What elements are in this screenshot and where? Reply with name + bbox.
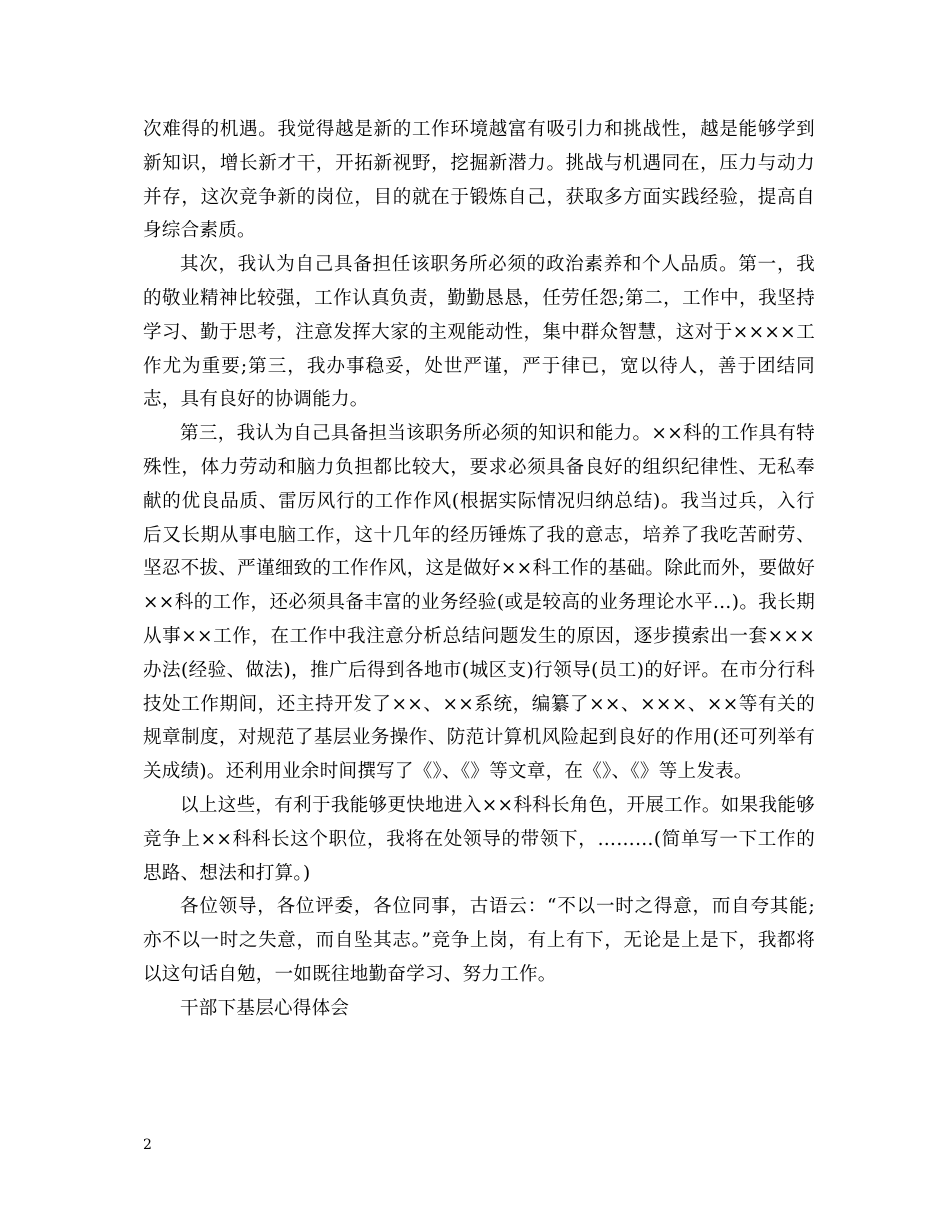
page-number: 2 [143, 1137, 152, 1153]
paragraph-political-quality: 其次，我认为自己具备担任该职务所必须的政治素养和个人品质。第一，我的敬业精神比较强，工作认真负责，勤勤恳恳，任劳任怨;第二，工作中，我坚持学习、勤于思考，注意发挥大家的主观能动性，集中群众智慧，这对于××××工作尤为重要;第三，我办事稳妥，处世严谨，严于律已，宽以待人，善于团结同志，具有良好的协调能力。 [143, 254, 815, 411]
paragraph-closing: 各位领导，各位评委，各位同事，古语云：“不以一时之得意，而自夸其能;亦不以一时之失意，而自坠其志。”竞争上岗，有上有下，无论是上是下，我都将以这句话自勉，一如既往地勤奋学习、努力工作。 [143, 896, 815, 985]
paragraph-continuation: 次难得的机遇。我觉得越是新的工作环境越富有吸引力和挑战性，越是能够学到新知识，增长新才干，开拓新视野，挖掘新潜力。挑战与机遇同在，压力与动力并存，这次竞争新的岗位，目的就在于锻炼自己，获取多方面实践经验，提高自身综合素质。 [143, 119, 815, 242]
section-heading: 干部下基层心得体会 [180, 997, 350, 1019]
document-body [143, 113, 815, 1026]
paragraph-work-plan: 以上这些，有利于我能够更快地进入××科科长角色，开展工作。如果我能够竞争上××科科长这个职位，我将在处领导的带领下，………(简单写一下工作的思路、想法和打算。) [143, 794, 815, 884]
paragraph-knowledge-ability: 第三，我认为自己具备担当该职务所必须的知识和能力。××科的工作具有特殊性，体力劳动和脑力负担都比较大，要求必须具备良好的组织纪律性、无私奉献的优良品质、雷厉风行的工作作风(根据实际情况归纳总结)。我当过兵，入行后又长期从事电脑工作，这十几年的经历锤炼了我的意志，培养了我吃苦耐劳、坚忍不拔、严谨细致的工作作风，这是做好××科工作的基础。除此而外，要做好××科的工作，还必须具备丰富的业务经验(或是较高的业务理论水平…)。我长期从事××工作，在工作中我注意分析总结问题发生的原因，逐步摸索出一套×××办法(经验、做法)，推广后得到各地市(城区支)行领导(员工)的好评。在市分行科技处工作期间，还主持开发了××、××系统，编纂了××、×××、××等有关的规章制度，对规范了基层业务操作、防范计算机风险起到良好的作用(还可列举有关成绩)。还利用业余时间撰写了《》、《》等文章，在《》、《》等上发表。 [143, 423, 815, 783]
